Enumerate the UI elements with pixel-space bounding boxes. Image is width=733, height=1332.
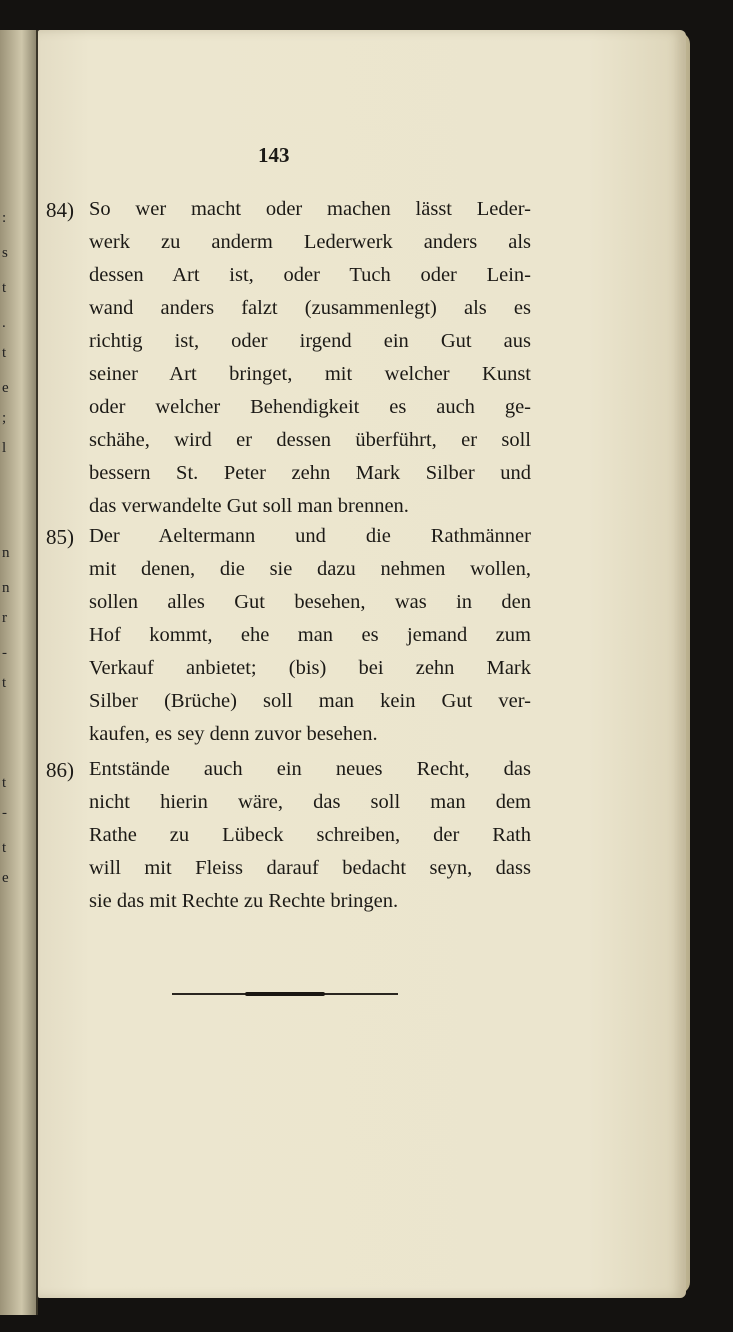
entry-line: Rathe zu Lübeck schreiben, der Rath xyxy=(89,824,531,846)
page-number: 143 xyxy=(258,143,290,167)
left-page-fragment: l xyxy=(2,440,7,456)
left-page-fragment: t xyxy=(2,775,7,791)
left-page-fragment: e xyxy=(2,380,9,396)
entry-line: bessern St. Peter zehn Mark Silber und xyxy=(89,462,531,484)
left-page-margin xyxy=(0,30,38,1315)
left-page-fragment: t xyxy=(2,345,7,361)
left-page-fragment: . xyxy=(2,315,6,331)
entry-line: werk zu anderm Lederwerk anders als xyxy=(89,231,531,253)
left-page-fragment: e xyxy=(2,870,9,886)
entry-line: Hof kommt, ehe man es jemand zum xyxy=(89,624,531,646)
entry-line: Entstände auch ein neues Recht, das xyxy=(89,758,531,780)
entry-line: sollen alles Gut besehen, was in den xyxy=(89,591,531,613)
left-page-fragment: - xyxy=(2,645,7,661)
entry-line: schähe, wird er dessen überführt, er soll xyxy=(89,429,531,451)
entry-line: sie das mit Rechte zu Rechte bringen. xyxy=(89,890,399,912)
left-page-fragment: : xyxy=(2,210,7,226)
entry-line: will mit Fleiss darauf bedacht seyn, dass xyxy=(89,857,531,879)
entry-line: Verkauf anbietet; (bis) bei zehn Mark xyxy=(89,657,531,679)
left-page-fragment: t xyxy=(2,280,7,296)
entry-number: 85) xyxy=(46,525,74,549)
entry-line: richtig ist, oder irgend ein Gut aus xyxy=(89,330,531,352)
entry-line: oder welcher Behendigkeit es auch ge- xyxy=(89,396,531,418)
entry-line: wand anders falzt (zusammenlegt) als es xyxy=(89,297,531,319)
entry-line: seiner Art bringet, mit welcher Kunst xyxy=(89,363,531,385)
entry-line: mit denen, die sie dazu nehmen wollen, xyxy=(89,558,531,580)
entry-line: das verwandelte Gut soll man brennen. xyxy=(89,495,409,517)
entry-line: kaufen, es sey denn zuvor besehen. xyxy=(89,723,378,745)
left-page-fragment: t xyxy=(2,840,7,856)
end-rule-ornament xyxy=(245,992,325,996)
left-page-fragment: - xyxy=(2,805,7,821)
entry-line: nicht hierin wäre, das soll man dem xyxy=(89,791,531,813)
left-page-fragment: n xyxy=(2,545,10,561)
entry-line: dessen Art ist, oder Tuch oder Lein- xyxy=(89,264,531,286)
entry-number: 84) xyxy=(46,198,74,222)
entry-line: So wer macht oder machen lässt Leder- xyxy=(89,198,531,220)
left-page-fragment: s xyxy=(2,245,8,261)
entry-line: Der Aeltermann und die Rathmänner xyxy=(89,525,531,547)
left-page-fragment: t xyxy=(2,675,7,691)
left-page-fragment: r xyxy=(2,610,7,626)
left-page-fragment: ; xyxy=(2,410,7,426)
entry-line: Silber (Brüche) soll man kein Gut ver- xyxy=(89,690,531,712)
left-page-fragment: n xyxy=(2,580,10,596)
entry-number: 86) xyxy=(46,758,74,782)
